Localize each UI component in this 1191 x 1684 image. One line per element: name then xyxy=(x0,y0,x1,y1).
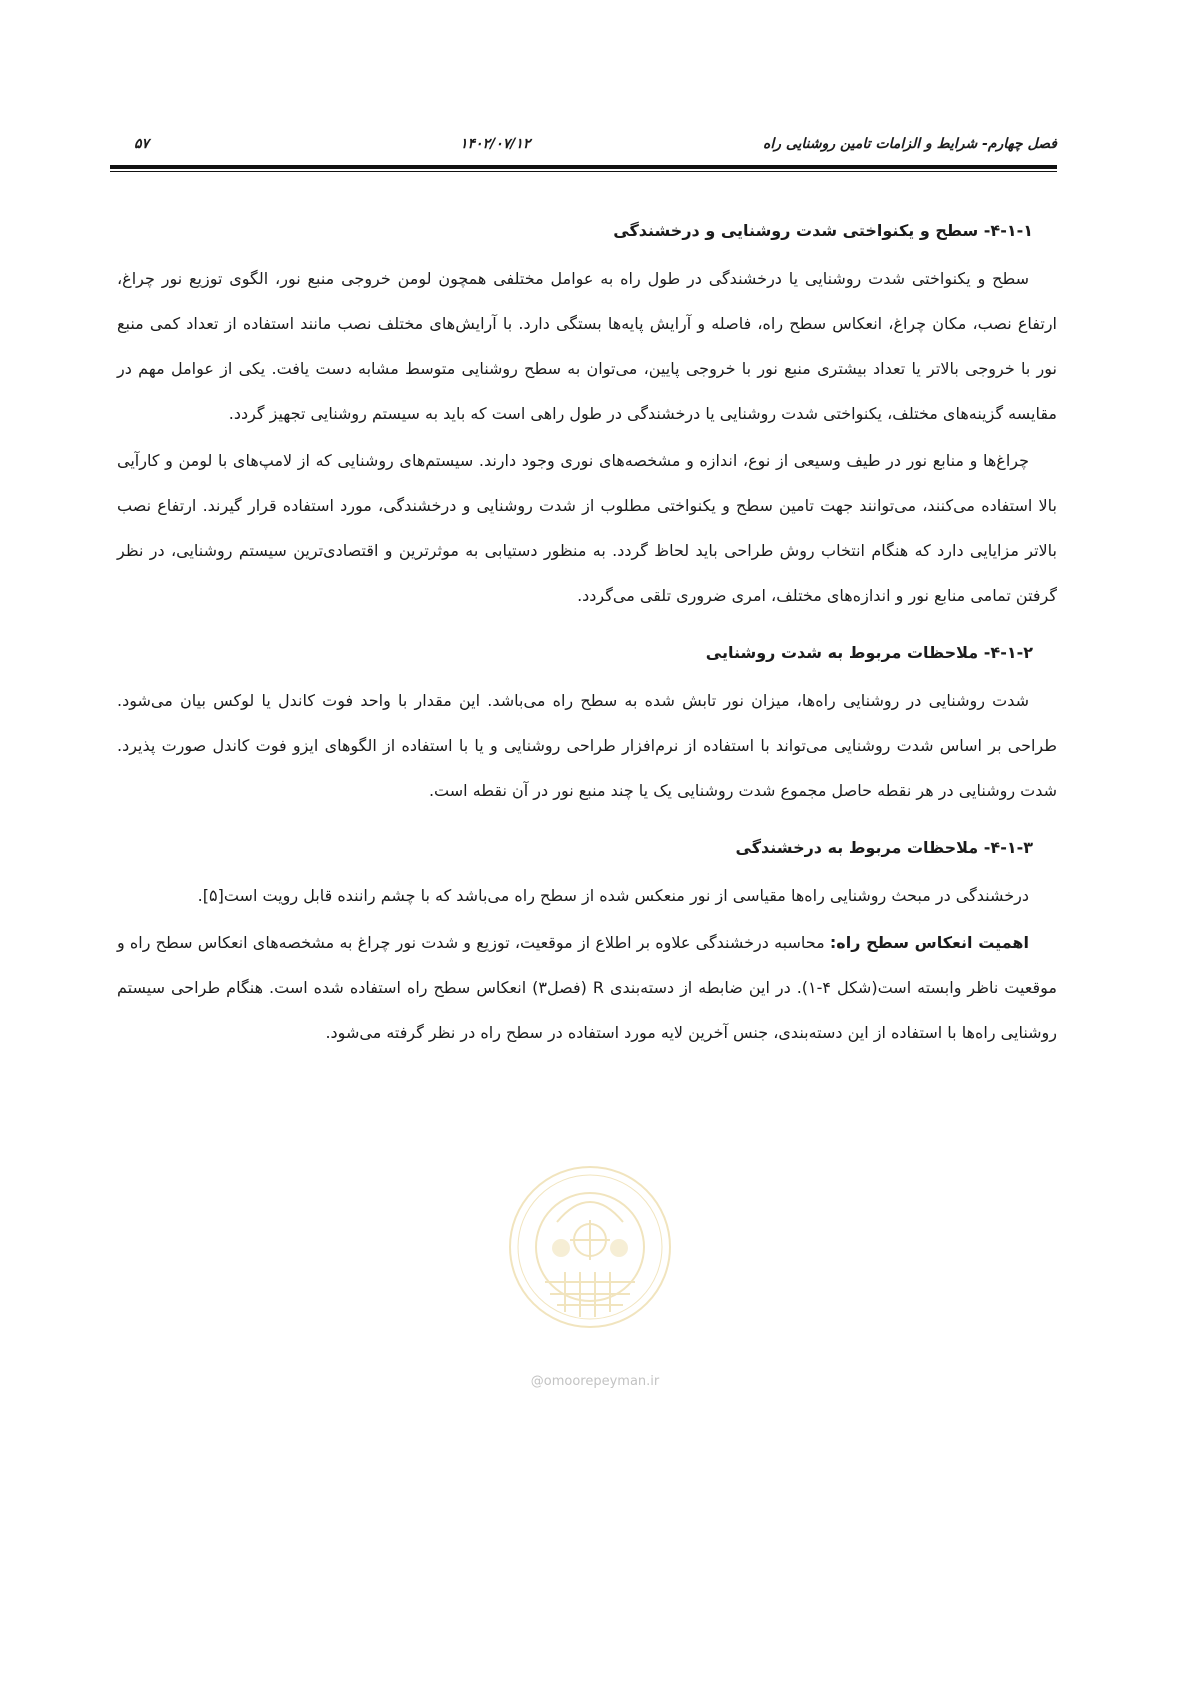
page-number: ۵۷ xyxy=(134,136,150,152)
page-header xyxy=(110,134,1057,168)
emphasis-lead: اهمیت انعکاس سطح راه: xyxy=(829,933,1030,952)
header-rule-thick xyxy=(110,165,1057,169)
body-paragraph: شدت روشنایی در روشنایی راه‌ها، میزان نور تابش شده به سطح راه می‌باشد. این مقدار با واحد فوت کاندل یا لوکس بیان می‌شود. طراحی بر اساس شدت روشنایی می‌تواند با استفاده از نرم‌افزار طراحی روشنایی و یا با استفاده از الگوهای ایزو فوت کاندل صورت پذیرد. شدت روشنایی در هر نقطه حاصل مجموع شدت روشنایی یک یا چند منبع نور در آن نقطه است. xyxy=(117,691,1057,800)
body-paragraph: چراغ‌ها و منابع نور در طیف وسیعی از نوع، اندازه و مشخصه‌های نوری وجود دارند. سیستم‌های روشنایی که از لامپ‌های با لومن و کارآیی بالا استفاده می‌کنند، می‌توانند جهت تامین سطح و یکنواختی مطلوب از شدت روشنایی و درخشندگی، مورد استفاده قرار گیرند. ارتفاع نصب بالاتر مزایایی دارد که هنگام انتخاب روش طراحی باید لحاظ گردد. به منظور دستیابی به موثرترین و اقتصادی‌ترین سیستم روشنایی، در نظر گرفتن تمامی منابع نور و اندازه‌های مختلف، امری ضروری تلقی می‌گردد. xyxy=(117,451,1057,605)
header-rule-thin xyxy=(110,171,1057,172)
section-spacer xyxy=(117,813,1057,833)
document-date: ۱۴۰۲/۰۷/۱۲ xyxy=(460,136,531,152)
body-content xyxy=(117,216,1057,1055)
section-heading-4-1-1: ۴-۱-۱- سطح و یکنواختی شدت روشنایی و درخشندگی xyxy=(613,221,1033,240)
chapter-title: فصل چهارم- شرایط و الزامات تامین روشنایی راه xyxy=(762,136,1057,152)
section-heading-4-1-3: ۴-۱-۳- ملاحظات مربوط به درخشندگی xyxy=(735,838,1033,857)
body-paragraph: درخشندگی در مبحث روشنایی راه‌ها مقیاسی از نور منعکس شده از سطح راه می‌باشد که با چشم راننده قابل رویت است[۵]. xyxy=(197,886,1029,905)
emphasis-paragraph xyxy=(117,920,1057,1055)
watermark-site-text: @omoorepeyman.ir xyxy=(530,1374,660,1389)
seal-logo-icon xyxy=(505,1162,675,1332)
section-heading-4-1-2: ۴-۱-۲- ملاحظات مربوط به شدت روشنایی xyxy=(705,643,1033,662)
section-spacer xyxy=(117,618,1057,638)
emphasis-text: محاسبه درخشندگی علاوه بر اطلاع از موقعیت، توزیع و شدت نور چراغ به مشخصه‌های انعکاس سطح راه و موقعیت ناظر وابسته است(شکل ۴-۱). در این ضابطه از دسته‌بندی R (فصل۳) انعکاس سطح راه استفاده شده است. هنگام طراحی سیستم روشنایی راه‌ها با استفاده از این دسته‌بندی، جنس آخرین لایه مورد استفاده در سطح راه در نظر گرفته می‌شود. xyxy=(117,933,1058,1042)
body-paragraph: سطح و یکنواختی شدت روشنایی یا درخشندگی در طول راه به عوامل مختلفی همچون لومن خروجی منبع نور، الگوی توزیع نور چراغ، ارتفاع نصب، مکان چراغ، انعکاس سطح راه، فاصله و آرایش پایه‌ها بستگی دارد. با آرایش‌های مختلف نصب مانند استفاده از تعداد کمی منبع نور با خروجی بالاتر یا تعداد بیشتری منبع نور با خروجی پایین، می‌توان به سطح روشنایی متوسط مشابه دست یافت. یکی از عوامل مهم در مقایسه گزینه‌های مختلف، یکنواختی شدت روشنایی یا درخشندگی در طول راهی است که باید به سیستم روشنایی تجهیز گردد. xyxy=(117,269,1057,423)
